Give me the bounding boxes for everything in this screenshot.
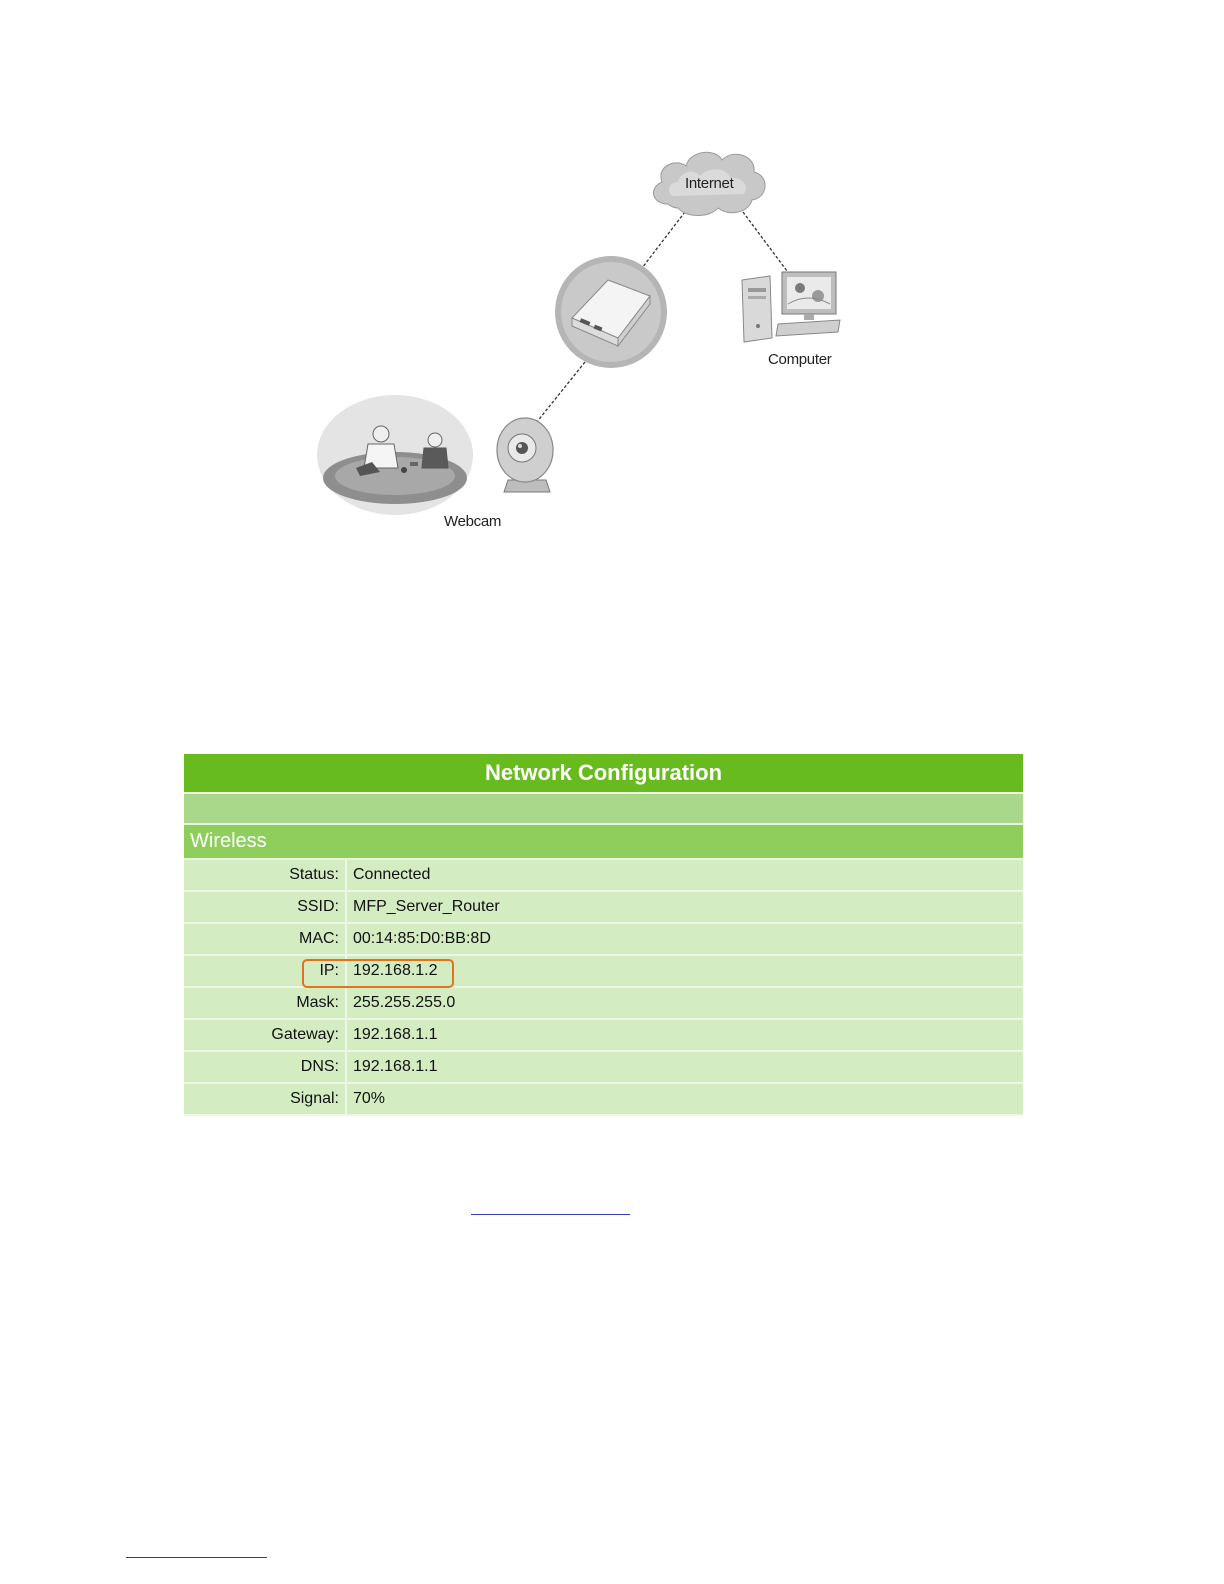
row-value: 255.255.255.0 (347, 988, 1023, 1018)
computer-label: Computer (768, 351, 832, 368)
footnote-link-underline[interactable] (126, 1557, 267, 1558)
webcam-label: Webcam (444, 513, 502, 530)
config-row-ip (184, 956, 1023, 988)
row-value: 192.168.1.1 (347, 1052, 1023, 1082)
internet-computer-line (740, 208, 790, 275)
row-label: MAC: (184, 924, 347, 954)
config-row-signal (184, 1084, 1023, 1116)
config-row-mac (184, 924, 1023, 956)
family-illustration (317, 395, 473, 515)
row-value: 192.168.1.1 (347, 1020, 1023, 1050)
section-header-wireless: Wireless (184, 825, 1023, 860)
internet-router-line (642, 208, 688, 268)
network-configuration-panel (184, 754, 1023, 1116)
hyperlink-underline[interactable] (471, 1214, 630, 1215)
row-label: Signal: (184, 1084, 347, 1114)
panel-spacer-bar (184, 794, 1023, 825)
config-row-status (184, 860, 1023, 892)
row-value: Connected (347, 860, 1023, 890)
panel-title: Network Configuration (184, 754, 1023, 794)
row-label: Status: (184, 860, 347, 890)
config-row-gateway (184, 1020, 1023, 1052)
config-row-dns (184, 1052, 1023, 1084)
computer-icon (742, 272, 840, 342)
row-label: Mask: (184, 988, 347, 1018)
config-row-ssid (184, 892, 1023, 924)
network-diagram (0, 0, 1224, 560)
internet-label: Internet (685, 175, 734, 192)
network-diagram-art (0, 0, 1224, 560)
row-value: MFP_Server_Router (347, 892, 1023, 922)
row-value: 00:14:85:D0:BB:8D (347, 924, 1023, 954)
row-value: 70% (347, 1084, 1023, 1114)
row-label: DNS: (184, 1052, 347, 1082)
webcam-icon (497, 418, 553, 492)
router-webcam-line (532, 362, 585, 428)
row-label: Gateway: (184, 1020, 347, 1050)
row-label: SSID: (184, 892, 347, 922)
router-icon (555, 256, 667, 368)
config-row-mask (184, 988, 1023, 1020)
row-value: 192.168.1.2 (347, 956, 1023, 986)
row-label: IP: (184, 956, 347, 986)
